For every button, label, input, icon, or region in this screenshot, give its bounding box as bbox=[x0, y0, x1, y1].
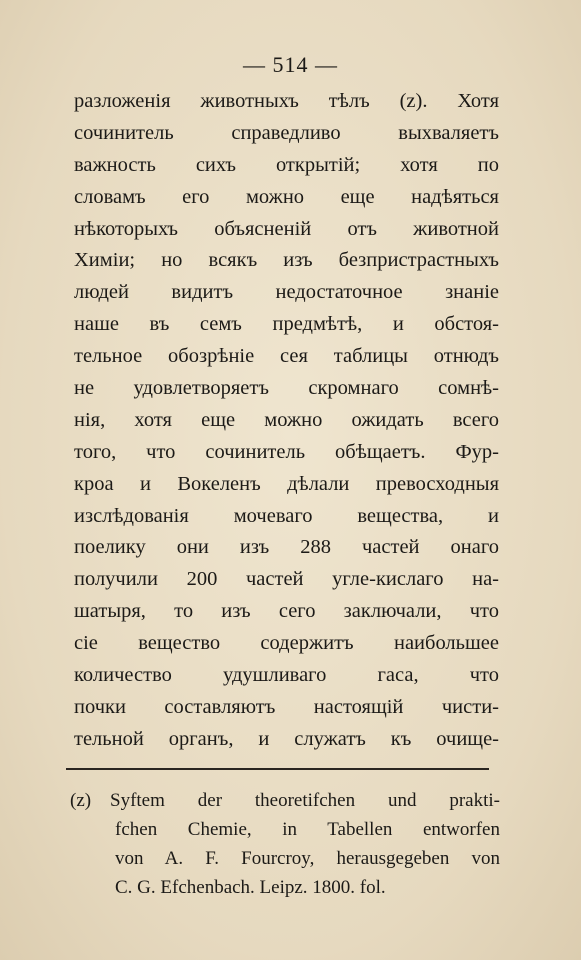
body-line: тельной органъ, и служатъ къ очище- bbox=[74, 727, 499, 750]
body-line: нѣкоторыхъ объясненій отъ животной bbox=[74, 217, 499, 240]
body-line: кроа и Вокеленъ дѣлали превосходныя bbox=[74, 472, 499, 495]
body-line: количество удушливаго гаса, что bbox=[74, 664, 499, 687]
page-number: — 514 — bbox=[243, 52, 338, 77]
body-line: поелику они изъ 288 частей онаго bbox=[74, 536, 499, 559]
footnote-line: von A. F. Fourcroy, herausgegeben von bbox=[115, 848, 500, 869]
body-line: нія, хотя еще можно ожидать всего bbox=[74, 408, 499, 431]
body-line: важность сихъ открытій; хотя по bbox=[74, 153, 499, 176]
footnote-mark: (z) bbox=[70, 790, 92, 811]
body-text bbox=[74, 86, 499, 756]
body-line: шатыря, то изъ сего заключали, что bbox=[74, 600, 499, 623]
body-line: получили 200 частей угле-кислаго на- bbox=[74, 568, 499, 591]
body-line: разложенія животныхъ тѣлъ (z). Хотя bbox=[74, 90, 499, 112]
body-line: наше въ семъ предмѣтѣ, и обстоя- bbox=[74, 313, 499, 336]
body-line: почки составляютъ настоящій чисти- bbox=[74, 695, 499, 718]
body-line: сіе вещество содержитъ наибольшее bbox=[74, 632, 499, 655]
footnote-line: Syftem der theoretifchen und prakti- bbox=[110, 790, 500, 811]
footnote-line: C. G. Efchenbach. Leipz. 1800. fol. bbox=[115, 877, 386, 898]
footnote-divider bbox=[66, 768, 489, 770]
footnote bbox=[70, 786, 500, 902]
body-line: не удовлетворяетъ скромнаго сомнѣ- bbox=[74, 377, 499, 400]
body-line: того, что сочинитель обѣщаетъ. Фур- bbox=[74, 440, 499, 463]
body-line: сочинитель справедливо выхваляетъ bbox=[74, 121, 499, 144]
body-line: людей видитъ недостаточное знаніе bbox=[74, 281, 499, 304]
body-line: Химіи; но всякъ изъ безпристрастныхъ bbox=[74, 249, 499, 272]
body-line: тельное обозрѣніе сея таблицы отнюдъ bbox=[74, 345, 499, 368]
body-line: изслѣдованія мочеваго вещества, и bbox=[74, 504, 499, 527]
footnote-line: fchen Chemie, in Tabellen entworfen bbox=[115, 819, 500, 840]
body-line: словамъ его можно еще надѣяться bbox=[74, 185, 499, 208]
